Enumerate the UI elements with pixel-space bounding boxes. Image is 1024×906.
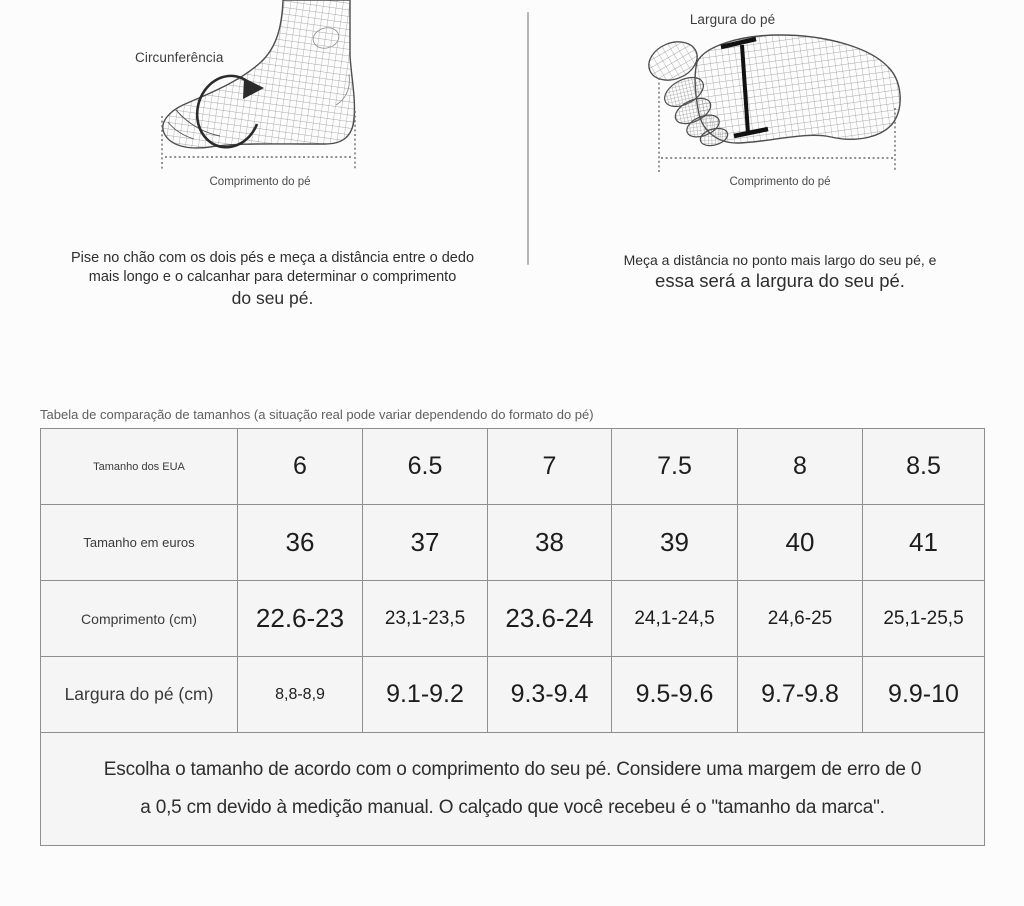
right-caption-line2: essa será a largura do seu pé. [655, 270, 905, 291]
width-value: 9.1-9.2 [363, 657, 488, 733]
foot-side-view-wireframe-icon [140, 0, 390, 172]
foot-top-view-wireframe-icon [645, 20, 905, 175]
us-size-value: 7 [488, 429, 612, 505]
us-size-value: 7.5 [612, 429, 738, 505]
table-row-eu-size [41, 505, 985, 581]
circumference-label: Circunferência [135, 50, 224, 65]
eu-size-value: 40 [738, 505, 863, 581]
size-table-caption: Tabela de comparação de tamanhos (a situação real pode variar dependendo do formato do pé) [40, 407, 594, 422]
width-value: 8,8-8,9 [238, 657, 363, 733]
row-label-length: Comprimento (cm) [41, 581, 238, 657]
width-value: 9.9-10 [863, 657, 985, 733]
table-row-width [41, 657, 985, 733]
eu-size-value: 41 [863, 505, 985, 581]
us-size-value: 8 [738, 429, 863, 505]
table-row-note [41, 733, 985, 846]
length-value: 25,1-25,5 [863, 581, 985, 657]
eu-size-value: 36 [238, 505, 363, 581]
sizing-note [41, 751, 984, 827]
length-value: 23.6-24 [488, 581, 612, 657]
section-divider [527, 12, 529, 265]
foot-width-label: Largura do pé [689, 12, 776, 27]
eu-size-value: 37 [363, 505, 488, 581]
us-size-value: 8.5 [863, 429, 985, 505]
length-value: 22.6-23 [238, 581, 363, 657]
foot-length-label-right: Comprimento do pé [729, 176, 831, 188]
right-caption-line1: Meça a distância no ponto mais largo do seu pé, e [623, 252, 937, 268]
us-size-value: 6 [238, 429, 363, 505]
left-caption-line1: Pise no chão com os dois pés e meça a distância entre o dedo [70, 250, 475, 266]
foot-length-label-left: Comprimento do pé [209, 176, 311, 188]
width-value: 9.7-9.8 [738, 657, 863, 733]
length-value: 24,1-24,5 [612, 581, 738, 657]
eu-size-value: 38 [488, 505, 612, 581]
row-label-width: Largura do pé (cm) [41, 657, 238, 733]
table-row-length [41, 581, 985, 657]
right-measure-caption [565, 251, 995, 293]
size-comparison-table [40, 428, 985, 846]
table-row-us-size [41, 429, 985, 505]
length-value: 24,6-25 [738, 581, 863, 657]
sizing-note-line1: Escolha o tamanho de acordo com o comprimento do seu pé. Considere uma margem de erro de 0 [103, 759, 922, 780]
row-label-eu-size: Tamanho em euros [41, 505, 238, 581]
length-value: 23,1-23,5 [363, 581, 488, 657]
us-size-value: 6.5 [363, 429, 488, 505]
left-caption-line2: mais longo e o calcanhar para determinar o comprimento [88, 269, 457, 285]
width-value: 9.3-9.4 [488, 657, 612, 733]
left-caption-line3: do seu pé. [231, 288, 314, 308]
row-label-us-size: Tamanho dos EUA [41, 429, 238, 505]
width-value: 9.5-9.6 [612, 657, 738, 733]
sizing-note-line2: a 0,5 cm devido à medição manual. O calçado que você recebeu é o "tamanho da marca". [140, 797, 885, 818]
eu-size-value: 39 [612, 505, 738, 581]
left-measure-caption [40, 249, 505, 310]
